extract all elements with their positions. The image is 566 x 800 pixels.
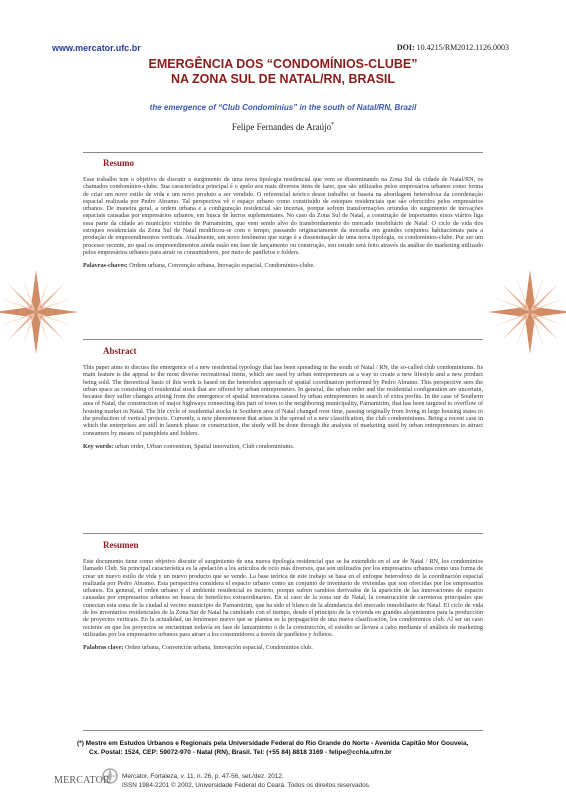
abstract-keywords: [83, 443, 483, 450]
divider: [83, 730, 483, 731]
author-footnote-mark: *: [331, 122, 335, 128]
title-line-2: NA ZONA SUL DE NATAL/RN, BRASIL: [170, 72, 396, 86]
footnote-text-2: Cx. Postal: 1524, CEP: 59072-970 - Natal (RN), Brasil. Tel: (+55 84) 8818 3169 - felipe@cchla.ufrn.br: [89, 749, 392, 756]
footnote-line-2: [77, 748, 497, 757]
resumen-keywords-label: Palabras clave:: [83, 644, 124, 652]
footnote-text-1: Mestre em Estudos Urbanos e Regionais pela Universidade Federal do Rio Grande do Norte - Avenida Capitão Mor Gouveia,: [85, 740, 469, 747]
divider: [83, 533, 483, 534]
resumen-heading: Resumen: [103, 540, 139, 550]
compass-star-icon: [0, 268, 80, 356]
mercator-logo-text: MERCATOR: [54, 775, 110, 786]
resumen-section: [83, 540, 483, 651]
abstract-keywords-label: Key words:: [83, 442, 114, 450]
resumen-keywords-text: Orden urbana, Convención urbana, Innovación espacial, Condominios club.: [124, 644, 313, 652]
resumo-body: Esse trabalho tem o objetivo de discutir o surgimento de uma nova tipologia residencial que vem se disseminando na Zona Sul da cidade de Natal/RN, os chamados condomínios-clube. Sua característica principal é o apelo aos mais diversos itens de lazer, que são utilizados pelos empresários urbanos como forma de criar um novo estilo de vida e um novo produto a ser vendido. O referencial teórico desse trabalho se baseia na abordagem heterodoxa da coordenação espacial realizada por Pedro Abramo. Tal perspectiva vê o espaço urbano como constituído de estoques residenciais que são oferecidos pelos empresários urbanos. De maneira geral, a ordem urbana e a configuração residencial são incertas, porque sofrem transformações oriundas do surgimento de inovações espaciais causadas por empresários urbanos, em busca de lucros suplementares. No caso da Zona Sul de Natal, a construção de importantes eixos viários liga essa parte da cidade ao município vizinho de Parnamirim, que vem sendo alvo do transbordamento do mercado imobiliário de Natal. O ciclo de vida dos estoques residenciais da Zona Sul de Natal modificou-se com o tempo, passando originariamente da moradia em grandes conjuntos habitacionais para a produção de empreendimentos verticais. Atualmente, um novo fenômeno que surge é a disseminação de uma nova tipologia, os condomínios-clube. Por ser um processo recente, no qual os empreendimentos ainda estão em fase de lançamento ou construção, seu estudo será feito através da análise do marketing utilizado pelos empresários urbanos para atrair os consumidores, por meio de panfletos e folders.: [83, 176, 483, 256]
english-title: the emergence of “Club Condominius” in the south of Natal/RN, Brazil: [149, 103, 417, 112]
journal-url[interactable]: www.mercator.ufc.br: [52, 43, 141, 53]
journal-info: [122, 772, 371, 790]
resumo-keywords-text: Ordem urbana, Convenção urbana, Inovação espacial, Condomínios-clube.: [129, 262, 315, 270]
doi: [397, 43, 509, 52]
abstract-heading: Abstract: [103, 346, 137, 356]
divider: [83, 339, 483, 340]
compass-star-icon: [486, 268, 566, 356]
footnote-line-1: [77, 739, 497, 748]
footnote-mark: (*): [77, 740, 84, 747]
abstract-section: [83, 346, 483, 450]
resumo-keywords: [83, 262, 483, 269]
resumen-body: Este documento tiene como objetivo discutir el surgimiento de una nueva tipología residencial que se ha extendido en el sur de Natal / RN, los condominios llamado Club. Su principal característica es la apelación a los artículos de ocio más diversos, que son utilizados por los empresarios urbanos como una forma de crear un nuevo estilo de vida y un nuevo producto que se vende. La base teórica de este trabajo se basa en el enfoque heterodoxo de la coordinación espacial realizada por Pedro Abramo. Esta perspectiva considera el espacio urbano como un conjunto de inventario de viviendas que son ofrecidas por los empresarios urbanos. En general, el orden urbano y el ambiente residencial es incierto, porque sufren cambios derivados de la aparición de las innovaciones de espacio causadas por empresarios urbanos en busca de beneficios extraordinarios. En el caso de la zona sur de Natal, la construcción de carreteras principales que conectan esta zona de la ciudad al vecino municipio de Parnamirim, que ha sido el blanco de la abundancia del mercado inmobiliario de Natal. El ciclo de vida de los inventarios residenciales de la Zona Sur de Natal ha cambiado con el tiempo, desde el principio de la vivienda en grandes alojamientos para la producción de proyectos verticais. En la actualidad, un fenómeno nuevo que se plantea es la propagación de una nueva clasificación, los condominios club. Al ser un caso reciente en que los proyectos se encuentran todavía en fase de lanzamiento o de la construcción, el estudio se llevará a cabo mediante el análisis de marketing utilizadas por los empresarios urbanos para atraer a los consumidores a través de panfletos y folletos.: [83, 558, 483, 638]
abstract-keywords-text: urban order, Urban convention, Spatial innovation, Club condominiums.: [114, 442, 295, 450]
author-name: Felipe Fernandes de Araújo: [231, 122, 332, 132]
resumo-section: [83, 158, 483, 269]
doi-value[interactable]: 10.4215/RM2012.1126.0003: [416, 43, 509, 52]
abstract-body: This paper aims to discuss the emergence of a new residential typology that has been spreading in the south of Natal / RN, the so-called club condominiums. Its main feature is the appeal to the most diverse recreational items, which are used by urban entrepreneurs as a way to create a new lifestyle and a new product being sold. The theoretical basis of this work is based on the heterodox approach of spatial coordination performed by Pedro Abramo. This perspective sees the urban space as consisting of residential stock that are offered by urban entrepreneurs. In general, the urban order and the residential configuration are uncertain, because they suffer changes arising from the emergence of spatial innovations caused by urban entrepreneurs in search of extra profits. In the case of Southern area of Natal, the construction of major highways connecting this part of town to the neighboring municipality, Parnamirim, that has been targeted to overflow of housing market in Natal. The life cycle of residential stocks in Southern area of Natal changed over time, passing originally from living in large housing states to the production of vertical projects. Currently, a new phenomenon that arises is the spread of a new classification, the club condominiums. Being a recent case in which the enterprises are still in launch phase or construction, the study will be done through the analysis of marketing used by urban entrepreneurs to attract consumers by means of pamphlets and folders.: [83, 364, 483, 437]
journal-citation: Mercator, Fortaleza, v. 11, n. 26, p. 47-56, set./dez. 2012.: [122, 773, 284, 780]
journal-issn: ISSN 1984-2201 © 2002, Universidade Federal do Ceará. Todos os direitos reservados.: [122, 782, 371, 789]
mercator-logo: [52, 767, 124, 792]
doi-label: DOI:: [396, 43, 415, 52]
resumen-keywords: [83, 644, 483, 651]
resumo-keywords-label: Palavras-chaves:: [83, 262, 128, 270]
title-line-1: EMERGÊNCIA DOS “CONDOMÍNIOS-CLUBE”: [148, 57, 418, 71]
author-footnote: [77, 739, 497, 757]
article-title: [60, 57, 506, 87]
resumo-heading: Resumo: [103, 158, 134, 168]
author: [60, 122, 506, 132]
divider: [83, 152, 483, 153]
